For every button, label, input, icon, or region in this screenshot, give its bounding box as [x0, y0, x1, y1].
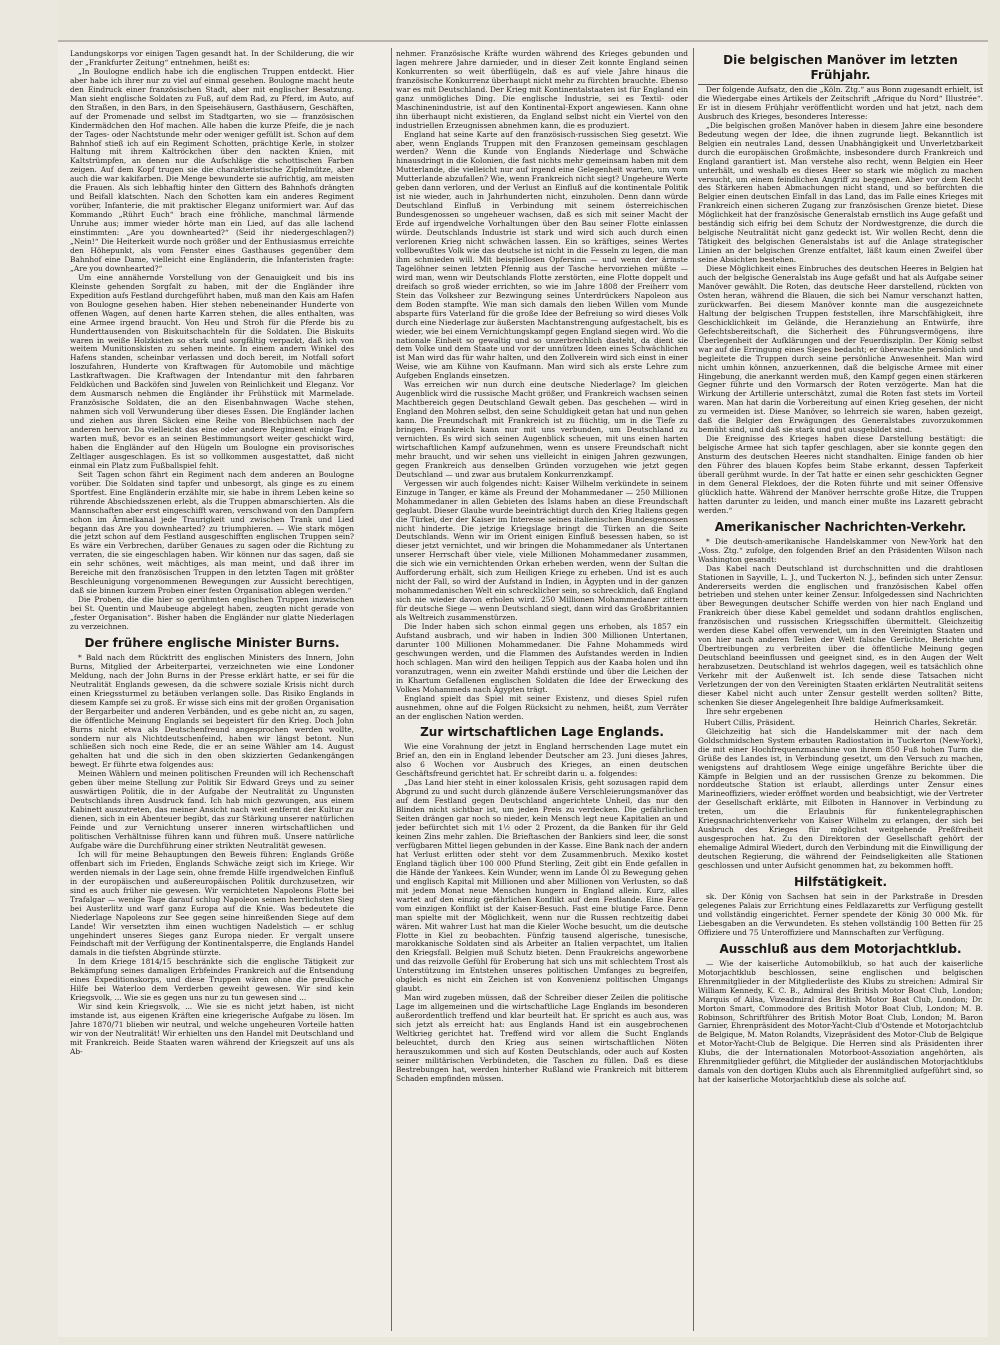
article-heading-amerika: Amerikanischer Nachrichten-Verkehr. [714, 519, 967, 534]
paragraph: „Das Land hier steht in einer kolossalen Krisis, geht sozusagen rapid dem Abgrund zu und sucht durch glänzende äußere Verschleierungsmanöver das auf dem Festland gegen Deutschland angerichtete Unheil, das nur den Blinden nicht sichtbar ist, um jeden Preis zu verdecken. Die gefährlichen Seiten drängen gar noch so nieder, kein Mensch legt neue Kapitalien an und jeder befürchtet sich mit 1½ oder 2 Prozent, da die Banken für ihr Geld keinen Zins mehr zahlen. Die Brieftaschen der Bankiers sind leer, die sonst verfügbaren Mittel liegen gebunden in der Kasse. Eine Bank nach der andern hat Verlust erlitten oder steht vor dem Zusammenbruch. Mexiko kostet England täglich über 100 000 Pfund Sterling, Zeit gibt ein Ende gefallen in die Hände der Yankees. Kein Wunder, wenn im Lande Öl zu Bewegung gehen und englisch Kapital mit Millionen und aber Millionen von Verlusten, so daß mit jedem Monat neue Menschen hungern in England allein. Kurz, alles wartet auf den einzig gefährlichen Konflikt auf dem Festlande. Eine Farce vom einzigen Konflikt ist der Kaiser-Besuch. Fast eine blutige Farce. Denn man spielte mit der Möglichkeit, wenn nur die Russen rechtzeitig dabei wären. Mit wahrer Lust hat man die Kieler Woche besucht, um die deutsche Flotte in Kiel zu beobachten. Fünfzig tausend algerische, tunesische, marokkanische Soldaten sind als Arbeiter an Italien verpachtet, um Italien den Kriegsfall. Belgien muß Schutz bieten. Denn Fraukreichs angeworbene und das reizvolle Gefühl für Eroberung hat sich uns mit schlechtem Trost als Unterstützung im Entstehen unseres politischen Umfanges zu begreifen, obgleich es nicht ein Zeichen ist von Konvenienz politischen Umgangs glaubt. [396, 778, 688, 994]
column-2 [396, 50, 688, 1329]
paragraph: Wir sind kein Kriegsvolk, ... Wie sie es nicht jetzt haben, ist nicht imstande ist, aus eigenen Kräften eine kriegerische Aufgabe zu lösen. Im Jahre 1870/71 blieben wir neutral, und welche ungeheuren Vorteile hatten wir von der Neutralität! Wir erhielten uns den Handel mit Deutschland und mit Frankreich. Beide Staaten waren während der Kriegszeit auf uns als Ab- [70, 1002, 354, 1056]
article-heading-hilfstaetigkeit: Hilfstätigkeit. [793, 875, 888, 890]
paragraph: „In Boulogne endlich habe ich die englischen Truppen entdeckt. Hier aber habe ich ihrer nur zu viel auf einmal gesehen. Boulogne macht heute den Eindruck einer französischen Stadt, aber mit englischer Besatzung. Man sieht englische Soldaten zu Fuß, auf dem Rad, zu Pferd, im Auto, auf den Straßen, in den Bars, in den Speisehäusern, Gasthäusern, Geschäften, auf der Promenade und selbst im Stadtgarten, wo sie — französischen Kindermädchen den Hof machen. Alle haben die kurze Pfeife, die je nach der Tages- oder Nachtstunde mehr oder weniger gefüllt ist. Schon auf dem Bahnhof stieß ich auf ein Regiment Schotten, prächtige Kerle, in stolzer Haltung mit ihrem Kaltröckchen über den nackten Knien, mit Kaltstrümpfen, an denen nur die Aufschläge die schottischen Farben zeigen. Auf dem Kopf trugen sie die charakteristische Zipfelmütze, aber auch die war kakifarben. Die Menge bewunderte sie aufrichtig, am meisten die Frauen. Als sich lebhaftig hinter den Gittern des Bahnhofs drängten und Beifall klatschten. Nach den Schotten kam ein anderes Regiment vorüber, Infanterie, die mit praktischer Eleganz uniformiert war. Auf das Kommando „Rührt Euch“ brach eine fröhliche, manchmal lärmende Unruhe aus; immer wieder hörte man ein Lied, auf das alle lachend einstimmten: „Are you downhearted?“ (Seid ihr niedergeschlagen?) „Nein!“ Die Heiterkeit wurde noch größer und der Enthusiasmus erreichte den Höhepunkt, als vom Fenster eines Gasthauses gegenüber dem Bahnhof eine Dame, vielleicht eine Engländerin, die Infanteristen fragte: „Are you downhearted?“ [70, 66, 354, 273]
paragraph: Das Kabel nach Deutschland ist durchschnitten und die drahtlosen Stationen in Sayville, L. J., und Tuckerton N. J., befinden sich unter Zensur. Andererseits werden die englischen und französischen Kabel offen betrieben und stehen unter keiner Zensur. Infolgedessen sind Nachrichten über Bewegungen deutscher Schiffe werden von hier nach England und Frankreich über diese Kabel gemeldet und sodann drahtlos englischen, französischen und russischen Kriegsschiffen übermittelt. Gleichzeitig werden diese Kabel offen verwendet, um in den Vereinigten Staaten und von hier nach anderen Teilen der Welt falsche Gerüchte, Berichte und Übertreibungen zu verbreiten über die öffentliche Meinung gegen Deutschland beeinflussen und geeignet sind, es in den Augen der Welt herabzusetzen. Deutschland ist wehrlos dagegen, weil es tatsächlich ohne Verkehr mit der Außenwelt ist. Ich sende diese Tatsachen nicht Verletzungen der von den Vereinigten Staaten erklärten Neutralität seitens dieser Kabel nicht auch unter Zensur gestellt werden sollten? Bitte, schenken Sie dieser Angelegenheit Ihre baldige Aufmerksamkeit. [698, 563, 983, 707]
paragraph: Die Proben, die die hier so gerühmten englischen Truppen inzwischen bei St. Quentin und Maubeuge abgelegt haben, zeugten nicht gerade von „fester Organisation“. Bisher haben die Engländer nur glatte Niederlagen zu verzeichnen. [70, 595, 354, 631]
paragraph: „Die belgischen großen Manöver haben in diesem Jahre eine besondere Bedeutung wegen der Idee, die ihnen zugrunde liegt. Bekanntlich ist Belgien ein neutrales Land, dessen Unabhängigkeit und Unverletzbarkeit durch die europäischen Großmächte, insbesondere durch Frankreich und England garantiert ist. Man verstehe also recht, wenn Belgien ein Heer unterhält, und weshalb es dieses Heer so stark wie möglich zu machen versucht, um einem feindlichen Angriff zu begegnen. Aber vor dem Recht des Stärkeren haben Abmachungen nicht stand, und so befürchten die Belgier einen deutschen Einfall in das Land, das im Falle eines Krieges mit Frankreich einen sicheren Zugang zur französischen Grenze bietet. Diese Möglichkeit hat der französische Generalstab ernstlich ins Auge gefaßt und beständig sich eifrig bei dem Schutz der Nordwestgrenze, die durch die belgische Neutralität nicht ganz gedeckt ist. Wir wollen Recht, denn die Tätigkeit des belgischen Generalstabs ist auf die Anlage strategischer Linien an der belgischen Grenze entfaltet, läßt kaum einen Zweifel über seine Absichten bestehen. [698, 120, 983, 265]
paragraph: In dem Kriege 1814/15 beschränkte sich die englische Tätigkeit zur Bekämpfung seines damaligen Erbfeindes Frankreich auf die Entsendung eines Expeditionskorps, und diese Truppen wären ohne die preußische Hilfe bei Waterloo dem Verderben geweiht gewesen. Wir sind kein Kriegsvolk, ... Wie sie es gegen uns nur zu tun gewesen sind ... [70, 957, 354, 1003]
signature-secretary: Heinrich Charles, Sekretär. [874, 717, 977, 727]
paragraph: Ich will für meine Behauptungen den Beweis führen: Englands Größe offenbart sich im Frieden, Englands Schwäche zeigt sich im Kriege. Wir werden niemals in der Lage sein, ohne fremde Hilfe irgendwelchen Einfluß in der europäischen und außereuropäischen Politik durchzusetzen, wir sind es auch früher nie gewesen. Wir vernichteten Napoleons Flotte bei Trafalgar — wenige Tage darauf schlug Napoleon seinen herrlichsten Sieg bei Austerlitz und warf ganz Europa auf die Knie. Was bedeutete die Niederlage Napoleons zur See gegen seine hinreißenden Siege auf dem Lande! Wir versetzten ihm einen wuchtigen Nadelstich — er schlug ungehindert unseres Sieges ganz Europa nieder. Er vergalt unsere Feindschaft mit der Verfügung der Kontinentalsperre, die Englands Handel damals in die tiefsten Abgründe stürzte. [70, 849, 354, 958]
paragraph: Vergessen wir auch folgendes nicht: Kaiser Wilhelm verkündete in seinem Einzuge in Tanger, er käme als Freund der Mohammedaner — 250 Millionen Mohammedaner in allen Gebieten des Islams haben an diese Freundschaft geglaubt. Dieser Glaube wurde beeinträchtigt durch den Krieg Italiens gegen die Türkei, der der Kaiser im Interesse seines italienischen Bundesgenossen nicht hinderte. Die jetzige Kriegslage bringt die Türken an die Seite Deutschlands. Wenn wir im Orient einigen Einfluß besessen haben, so ist dieser jetzt vernichtet, und wir bringen die Mohammedaner als Untertanen unserer Herrschaft über viele, viele Millionen Mohammedaner zusammen, die sich wie ein vernichtenden Orkan erheben werden, wenn der Sultan die Aufforderung erhält, sich zum Heiligen Kriege zu erheben. Und ist es auch nicht der Fall, so wird der Aufstand in Indien, in Ägypten und in der ganzen mohammedanischen Welt ein schrecklicher sein, so schrecklich, daß England sich nie wieder davon erholen wird. 250 Millionen Mohammedaner zittern für deutsche Siege — wenn Deutschland siegt, dann wird das Großbritannien als Weltreich zusammenstürzen. [396, 478, 688, 623]
paragraph: Man wird zugeben müssen, daß der Schreiber dieser Zeilen die politische Lage im allgemeinen und die wirtschaftliche Lage Englands im besonderen außerordentlich treffend und klar beurteilt hat. Er spricht es auch aus, was sich jetzt als erreicht hat: aus Englands Hand ist ein ausgebrochenen Weltkrieg gerichtet hat. Treffend wird vor allem die Sucht Englands beleuchtet, durch den Krieg aus seinen wirtschaftlichen Nöten herauszukommen und sich auf Kosten Deutschlands, oder auch auf Kosten seiner militärischen Verbündeten, die Taschen zu füllen. Daß es diese Bestrebungen hat, werden hinterher Rußland wie Frankreich mit bitterem Schaden empfinden müssen. [396, 993, 688, 1083]
paragraph: Ihre sehr ergebenen [706, 706, 783, 716]
paragraph: * Bald nach dem Rücktritt des englischen Ministers des Innern, John Burns, Mitglied der Arbeiterpartei, verzeichneten wie eine Londoner Meldung, nach der John Burns in der Presse erklärt hatte, er sei für die Neutralität Englands gewesen, da die schwere soziale Krisis nicht durch einen Kriegssturmel zu betäuben verlangen solle. Das Risiko Englands in diesem Kampfe sei zu groß. Er wisse sich eins mit der großen Organisation der Bergarbeiter und anderen Verbänden, und es gebe nicht an, zu sagen, die öffentliche Meinung Englands sei begeistert für den Krieg. Doch John Burns nicht etwa als Deutschenfreund angesprochen werden wollte, sondern nur als Nichtdeutschenfeind, haben wir längst betont. Nun schließen sich noch eine Rede, die er an seine Wähler am 14. August gehalten hat und die sich in den oben skizzierten Gedankengängen bewegt. Er führte etwa folgendes aus: [70, 652, 354, 770]
column-rule [391, 48, 392, 1331]
article-heading-motorjachtklub: Ausschluß aus dem Motorjachtklub. [719, 941, 962, 956]
paragraph: — Wie der kaiserliche Automobilklub, so hat auch der kaiserliche Motorjachtklub beschlossen, seine englischen und belgischen Ehrenmitglieder in der Mitgliederliste des Klubs zu streichen: Admiral Sir William Kennedy, K. C. B., Admiral des British Motor Boat Club, London; Marquis of Ailsa, Vizeadmiral des British Motor Boat Club, London; Dr. Morton Smart, Commodore des British Motor Boat Club, London; M. B. Robinson, Schriftführer des British Motor Boat Club, London; M. Baron Garnier, Ehrenpräsident des Motor-Yacht-Club d'Ostende et Motorjachtclub de Belgique, M. Maton Rolandts, Vizepräsident des Motor-Club de Belgique et Motor-Yacht-Club de Belgique. Die Herren sind als Präsidenten ihrer Klubs, die der Internationalen Motorboot-Assoziation angehörten, als Ehrenmitglieder geführt, die Mitglieder der ausländischen Motorjachtklubs damals von den dortigen Klubs auch als Ehrenmitglied aufgeführt sind, so hat der kaiserliche Motorjachtklub diese als solche auf. [698, 958, 983, 1085]
scan-margin [0, 0, 58, 1345]
paragraph: Wie eine Vorahnung der jetzt in England herrschenden Lage mutet ein Brief an, den ein in England lebender Deutscher am 23. Juni dieses Jahres, also 6 Wochen vor Ausbruch des Krieges, an einen deutschen Geschäftsfreund gerichtet hat. Er schreibt darin u. a. folgendes: [396, 742, 688, 779]
paragraph: England hat seine Karte auf den französisch-russischen Sieg gesetzt. Wie aber, wenn Englands Truppen mit den Franzosen gemeinsam geschlagen werden? Wenn die Kunde von Englands Niederlage und Schwäche hinausdringt in die Kolonien, die fast nichts mehr gemeinsam haben mit dem Mutterlande, die vielleicht nur auf irgend eine Gelegenheit warten, um vom Mutterlande abzufallen? Wie, wenn Frankreich nicht siegt? Ungeheure Werte geben dann verloren, und der Verlust an Einfluß auf die kontinentale Politik ist nie wieder, auch in Jahrhunderten nicht, einzuholen. Denn dann würde Deutschland Einfluß in Verbindung mit seinem österreichischen Bundesgenossen so ungeheuer wachsen, daß es sich mit seiner Macht der Erde auf irgendwelche Vorhaltungen über den Bau seiner Flotte einlassen würde. Deutschlands Industrie ist stark und wird sich auch durch einen verlorenen Krieg nicht schwächen lassen. Ein so kräftiges, seines Wertes vollbewußtes Volk wie das deutsche ist nicht in die Fesseln zu legen, die man ihm schmieden will. Mit beispiellosen Opfersinn — und wenn der ärmste Tagelöhner seinen letzten Pfennig aus der Tasche hervorziehen müßte — wird man, wenn wir Deutschlands Flotte zerstörten, eine Flotte doppelt und dreifach so groß wieder errichten, so wie im Jahre 1808 der Freiherr vom Stein das Volksheer zur Bezwingung seines Unterdrückers Napoleon aus dem Boden stampfte. Wie man sich damals den lieben Willen vom Munde absparte fürs Vaterland für die große Idee der Befreiung so wird dieses Volk durch eine Niederlage zur äußersten Machtanstrengung aufgestachelt, bis es wieder, wie bei einem Vernichtungskampf gegen England siegen wird. Wo die nationale Einheit so gewaltig und so unzerbrechlich dasteht, da dient sie dem Volke und dem Staate und vor der unnützen Ideen eines Schwächlichen ist Man wird das für wahr halten, und den Zollverein wird sich einst in einer Weise, wie am Kühne von Kaufmann. Man wird sich als erste Lehre zum Aufgeben Englands einsetzen. [396, 129, 688, 381]
paragraph: Was erreichen wir nun durch eine deutsche Niederlage? Im gleichen Augenblick wird die russische Macht größer, und Frankreich wachsen seinen Machtbereich gegen Deutschland Gewalt geben. Das geschehen — wird in England den Mohren selbst, den seine Schuldigkeit getan hat und nun gehen kann. Die Freundschaft mit Frankreich ist zu flüchtig, um in die Tiefe zu bringen. Frankreich kann nur mit uns verbunden, um Deutschland zu vernichten. Es wird sich seinen Augenblick scheuen, mit uns einen harten wirtschaftlichen Kampf aufzunehmen, wenn es unsere Freundschaft nicht mehr braucht, und wir sehen uns vielleicht in einigen Jahren gezwungen, gegen Frankreich aus denselben Gründen vorzugehen wie jetzt gegen Deutschland — und zwar aus brutalem Konkurrenzkampf. [396, 380, 688, 479]
paragraph: Gleichzeitig hat sich die Handelskammer mit der nach dem Goldschmidschen System erbauten Radiostation in Tuckerton (New-York), die mit einer Hochfrequenzmaschine von ihrem 850 Fuß hohen Turm die Grüße des Landes ist, in Verbindung gesetzt, um den Versuch zu machen, wenigstens auf drahtlosem Wege einige ungefähre Berichte über die Kämpfe in Belgien und an der russischen Grenze zu bekommen. Die norddeutsche Station ist erlaubt, allerdings unter Zensur eines Marineoffiziers, wieder eröffnet worden und beabsichtigt, wie der Vertreter der Gesellschaft erklärte, mit Eilboten in Hannover in Verbindung zu treten, um die Erlaubnis für funkentelegraphischen Kriegsnachrichtenverkehr von Kaiser Wilhelm zu erlangen, der sich bei Ausbruch des Krieges für möglichst weitgehende Preßfreiheit ausgesprochen hat. Zu den Direktoren der Gesellschaft gehört der ehemalige Admiral Wiedert, durch den Verbindung mit die Einwilligung der deutschen Regierung, die während der Feindseligkeiten alle Stationen geschlossen und unter Aufsicht genommen hat, zu bekommen hofft. [698, 726, 983, 871]
article-heading-manoever: Die belgischen Manöver im letzten Frühjahr. [698, 53, 983, 85]
paragraph: Meinen Wählern und meinen politischen Freunden will ich Rechenschaft geben über meine Stellung zur Politik Sir Edward Greys und zu seiner auswärtigen Politik, die in der Aufgabe der Neutralität zu Ungunsten Deutschlands ihren Ausdruck fand. Ich hab mich gezwungen, aus einem Kabinett auszutreten, das meiner Ansicht nach weit entfernt der Kultur zu dienen, sich in ein Abenteuer begibt, das zur Stärkung unserer natürlichen Feinde und zur Vernichtung unserer inneren wirtschaftlichen und politischen Verhältnisse führen kann und führen muß. Unsere natürliche Aufgabe wäre die Durchführung einer strikten Neutralität gewesen. [70, 769, 354, 850]
paragraph: nehmer. Französische Kräfte wurden während des Krieges gebunden und lagen mehrere Jahre darnieder, und in dieser Zeit konnte England seinen Konkurrenten so weit überflügeln, daß es auf viele Jahre hinaus die französische Konkurrenz überhaupt nicht mehr zu fürchten brauchte. Ebenso war es mit Deutschland. Der Krieg mit Kontinentalstaaten ist für England ein ganz unmögliches Ding. Die englische Industrie, sei es Textil- oder Maschinenindustrie, ist auf den Kontinental-Export angewiesen. Kann ohne ihn überhaupt nicht existieren, da England selbst nicht ein Viertel von den industriellen Erzeugnissen abnehmen kann, die es produziert. [396, 50, 688, 130]
paragraph: Die Inder haben sich schon einmal gegen uns erhoben, als 1857 ein Aufstand ausbrach, und wir haben in Indien 300 Millionen Untertanen, darunter 100 Millionen Mohammedaner. Die Fahne Mohammeds wird geschwungen werden, und die Flammen des Aufstandes werden in Indien hoch schlagen. Man wird den heiligen Teppich aus der Kaaba holen und ihn voranzutragen, wenn ein zweiter Mahdi erstünde und über die Leichen der in Khartum Gefallenen englischen Soldaten die Idee der Erweckung des Volkes Mohammeds nach Ägypten trägt. [396, 622, 688, 694]
paragraph: England spielt das Spiel mit seiner Existenz, und dieses Spiel rufen ausnehmen, ohne auf die Folgen Rücksicht zu nehmen, heißt, zum Verräter an der englischen Nation werden. [396, 693, 688, 721]
paragraph: Diese Möglichkeit eines Einbruches des deutschen Heeres in Belgien hat auch der belgische Generalstab ins Auge gefaßt und hat als Aufgabe seiner Manöver gewählt. Die Roten, das deutsche Heer darstellend, rückten von Osten heran, während die Blauen, die sich bei Namur verschanzt hatten, zurückwarfen. Bei diesem Manöver konnte man die ausgezeichnete Haltung der belgischen Truppen feststellen, ihre Marschfähigkeit, ihre Geschicklichkeit im Gelände, die Heranziehung an Entwürfe, ihre Gefechtsbereitschaft, die Sicherheit des Führungsvermögens, ihre Überlegenheit der Aufklärungen und der Feuerdisziplin. Der König selbst war auf die Erringung eines Sieges bedacht; er überwachte persönlich und begleitete die Truppen durch seine persönliche Anwesenheit. Man wird nicht umhin können, anzuerkennen, daß die belgische Armee mit einer Hingebung, die anerkannt werden muß, den Kampf gegen einen stärkeren Gegner führte und den Vormarsch der Roten verzögerte. Man hat die Wirkung der Artillerie unterschätzt, zumal die Roten fast stets im Vorteil waren. Man hat darin die Vorbereitung auf einen Krieg gesehen, der nicht zu vermeiden ist. Diese Manöver, so lehrreich sie waren, haben gezeigt, daß die Belgier den Erwägungen des Generalstabes zuvorzukommen bemüht sind, und daß sie stark und gut ausgebildet sind. [698, 264, 983, 435]
paragraph: Um eine annähernde Vorstellung von der Genauigkeit und bis ins Kleinste gehenden Sorgfalt zu haben, mit der die Engländer ihre Expedition aufs Festland durchgeführt haben, muß man den Kais am Hafen von Boulogne gesehen haben. Hier stehen nebeneinander Hunderte von offenen Wagen, auf denen harte Karren stehen, die alles enthalten, was eine Armee irgend braucht. Von Heu und Stroh für die Pferde bis zu Hunderttausenden von Biskuitschachteln für die Soldaten. Die Biskuits waren in weiße Holzkisten so stark und sorgfältig verpackt, daß ich von weitem Munitionskisten zu sehen meinte. In einem andern Winkel des Hafens standen, scheinbar verlassen und doch bereit, im Notfall sofort loszufahren, Hunderte von Kraftwagen für Automobile und mächtige Lastkraftwagen. Die Kraftwagen der Intendantur mit den fahrbaren Feldküchen und Backöfen sind Juwelen von Reinlichkeit und Eleganz. Vor dem Ausmarsch nehmen die Engländer ihr Frühstück mit Marmelade. Französische Soldaten, die an den Eisenbahnwagen Wache stehen, nahmen sich voll Verwunderung über dieses Essen. Die Engländer lachen und ziehen aus ihren Säcken eine Reihe von Blechbüchsen nach der anderen hervor. Da vielleicht das eine oder andere Regiment einige Tage warten muß, bevor es an seinen Bestimmungsort weiter geschickt wird, haben die Engländer auf den Hügeln um Boulogne ein provisorisches Zeltlager ausgeschlagen. Es ist so vollkommen ausgestattet, daß nicht einmal ein Platz zum Fußballspiel fehlt. [70, 272, 354, 470]
newspaper-page [58, 42, 988, 1337]
paragraph: * Die deutsch-amerikanische Handelskammer von New-York hat den „Voss. Ztg.“ zufolge, den folgenden Brief an den Präsidenten Wilson nach Washington gesandt: [698, 536, 983, 564]
column-1 [70, 50, 354, 1329]
paragraph: Die Ereignisse des Krieges haben diese Darstellung bestätigt: die belgische Armee hat sich tapfer geschlagen, aber sie konnte gegen den Ansturm des deutschen Heeres nicht standhalten. Einige fanden ob hier den Führer des blauen Kopfes beim Stabe erkannt, dessen Tapferkeit überall gerühmt wurde. In der Tat hatte er einen sehr geschickten Gegner in dem General Flekdoes, der die Roten führte und mit seiner Offensive glücklich hatte. Während der Manöver herrschte große Hitze, die Truppen hatten darunter zu leiden, und manch einer mußte ins Lazarett gebracht werden.“ [698, 434, 983, 515]
article-heading-wirtschaft: Zur wirtschaftlichen Lage Englands. [420, 725, 664, 740]
paragraph: sk. Der König von Sachsen hat sein in der Parkstraße in Dresden gelegenes Palais zur Errichtung eines Feldlazaretts zur Verfügung gestellt und vollständig eingerichtet. Ferner spendete der König 30 000 Mk. für Liebesgaben an die Verwundeten. Es stehen vollständig 100 Betten für 25 Offiziere und 75 Unteroffiziere und Mannschaften zur Verfügung. [698, 892, 983, 937]
column-3 [698, 50, 983, 1329]
paragraph: Seit Tagen schon fährt ein Regiment nach dem anderen an Boulogne vorüber. Die Soldaten sind tapfer und unbesorgt, als ginge es zu einem Sportfest. Eine Engländerin erzählte mir, sie habe in ihrem Leben keine so rührende Abschiedsszenen erlebt, als die Truppen abmarschierten. Als die Mannschaften aber erst eingeschifft waren, verschwand von den Dampfern schon im Ärmelkanal jede Traurigkeit und zwischen Trank und Lied begann das Are you downhearted? zu triumphieren. — Wie stark mögen die jetzt schon auf dem Festland ausgeschifften englischen Truppen sein? Es wäre ein Verbrechen, darüber Genaues zu sagen oder die Richtung zu verraten, die sie eingeschlagen haben. Wir können nur das sagen, daß sie ein sehr schönes, weit mächtiges, als man meint, und daß ihrer im Bereiche mit den französischen Truppen in den letzten Tagen mit größter Beschleunigung vorgenommenen Bewegungen zur Aussicht berechtigen, daß sie binnen kurzem Proben einer festen Organisation ablegen werden.“ [70, 469, 354, 596]
paragraph: Der folgende Aufsatz, den die „Köln. Ztg.“ aus Bonn zugesandt erhielt, ist die Wiedergabe eines Artikels der Zeitschrift „Afrique du Nord“ Illustrée“. Er ist in diesem Frühjahr veröffentlicht worden und hat jetzt, nach dem Ausbruch des Krieges, besonderes Interesse: [698, 85, 983, 121]
paragraph: Landungskorps vor einigen Tagen gesandt hat. In der Schilderung, die wir der „Frankfurter Zeitung“ entnehmen, heißt es: [70, 50, 354, 67]
column-rule [693, 48, 694, 1331]
signature-president: Hubert Cillis, Präsident. [704, 717, 796, 727]
article-heading-burns: Der frühere englische Minister Burns. [84, 635, 340, 650]
